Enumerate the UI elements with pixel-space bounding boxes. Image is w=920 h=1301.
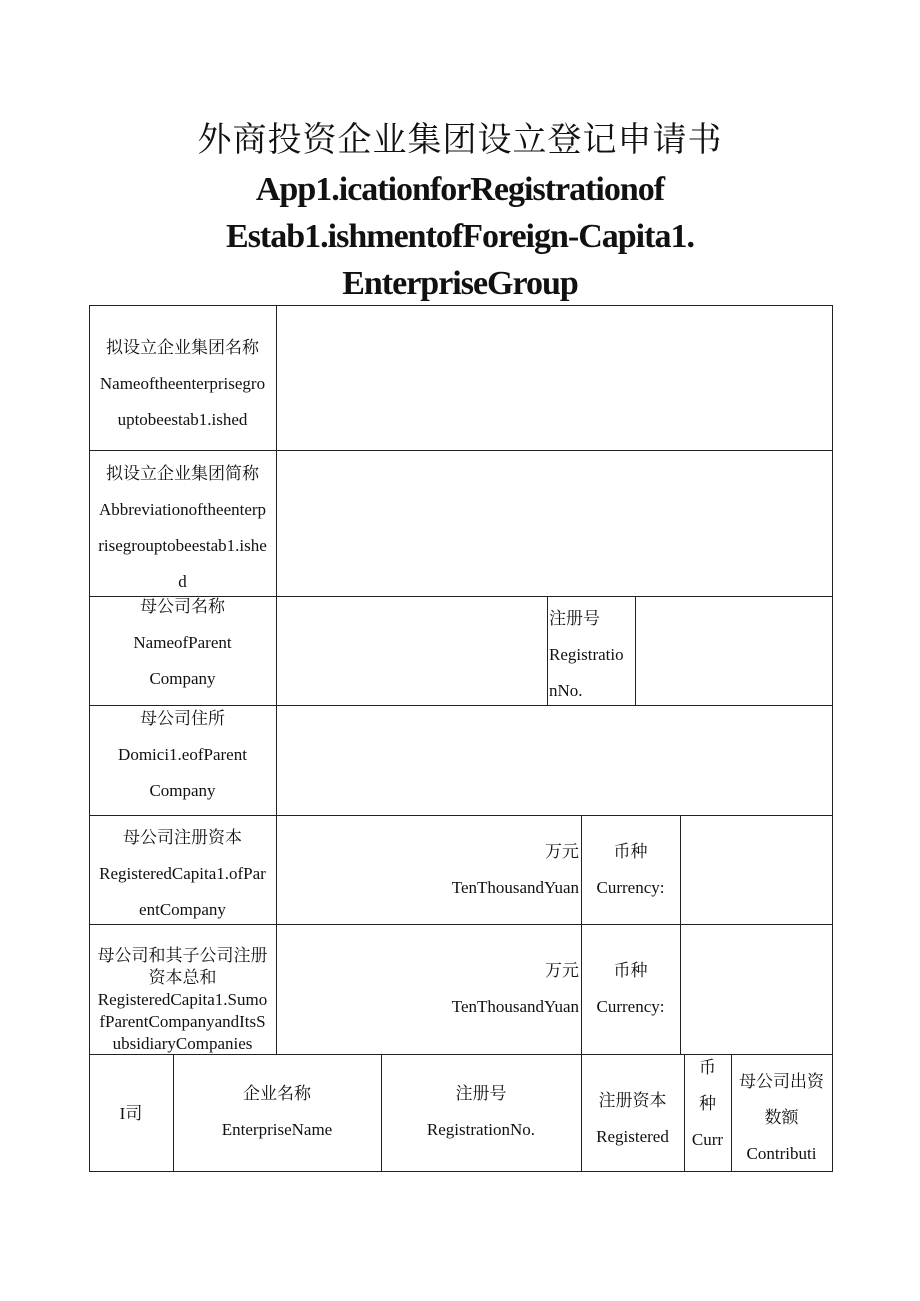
field-parent-domicile[interactable]	[277, 706, 832, 815]
table-border-bottom	[89, 1171, 833, 1172]
column-divider	[547, 596, 548, 705]
field-parent-registration-no[interactable]	[636, 597, 832, 705]
header-subsidiary-company: I司	[119, 1104, 143, 1123]
table-border-right	[832, 305, 833, 1172]
header-parent-contribution: 母公司出资 数额 Contributi	[739, 1072, 824, 1163]
field-total-capital-currency[interactable]	[681, 925, 832, 1054]
label-parent-registration-no: 注册号 Registratio nNo.	[549, 609, 624, 700]
title-english-line3: EnterpriseGroup	[342, 265, 578, 302]
header-currency: 币 种 Curr	[691, 1058, 724, 1149]
header-enterprise-name: 企业名称 EnterpriseName	[221, 1084, 333, 1139]
title-english-line2: Estab1.ishmentofForeign-Capita1.	[226, 218, 694, 255]
label-parent-capital-currency: 币种 Currency:	[596, 842, 665, 897]
header-registered-capital: 注册资本 Registered	[596, 1091, 669, 1146]
title-english-line1: App1.icationforRegistrationof	[255, 171, 665, 208]
field-group-abbreviation[interactable]	[277, 451, 832, 596]
label-parent-capital: 母公司注册资本 RegisteredCapita1.ofPar entCompany	[99, 828, 266, 919]
label-total-capital: 母公司和其子公司注册 资本总和 RegisteredCapita1.Sumo fParentCompanyandItsS ubsidiaryCompanies	[97, 946, 268, 1053]
label-group-name: 拟设立企业集团名称 Nameoftheenterprisegro uptobeestab1.ished	[99, 338, 266, 429]
application-form-table	[89, 305, 833, 1172]
field-group-name[interactable]	[277, 306, 832, 450]
header-registration-no: 注册号 RegistrationNo.	[426, 1084, 536, 1139]
title-chinese: 外商投资企业集团设立登记申请书	[197, 122, 723, 159]
label-parent-domicile: 母公司住所 Domici1.eofParent Company	[118, 709, 247, 800]
label-parent-name: 母公司名称 NameofParent Company	[133, 597, 232, 688]
field-parent-name[interactable]	[277, 597, 547, 705]
title-english	[0, 166, 920, 307]
label-group-abbreviation: 拟设立企业集团简称 Abbreviationoftheenterp risegrouptobeestab1.ishe d	[98, 464, 267, 591]
field-total-capital[interactable]: 万元 TenThousandYuan	[451, 961, 579, 1016]
field-parent-capital-currency[interactable]	[681, 816, 832, 924]
field-parent-capital[interactable]: 万元 TenThousandYuan	[451, 842, 579, 897]
label-total-capital-currency: 币种 Currency:	[596, 961, 665, 1016]
